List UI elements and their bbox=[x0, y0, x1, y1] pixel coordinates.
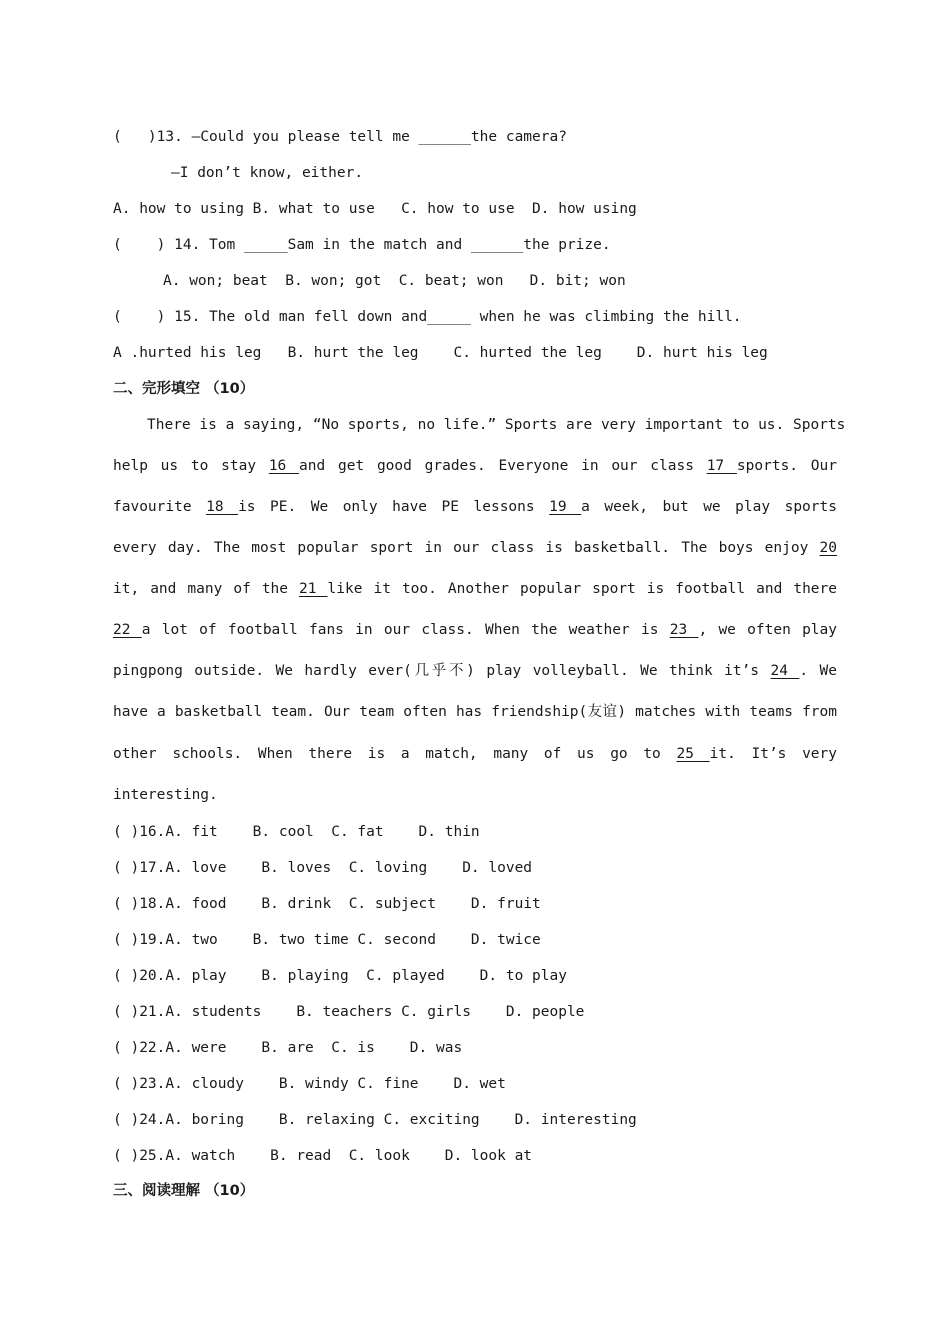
blank-25: 25 bbox=[676, 746, 710, 762]
section-2-heading: 二、完形填空 （10） bbox=[113, 381, 255, 397]
cloze-option-19: ( )19.A. two B. two time C. second D. twice bbox=[113, 932, 541, 948]
passage-text: like it too. Another popular sport is football and there bbox=[327, 581, 837, 597]
passage-text: , we often play bbox=[698, 622, 837, 638]
passage-line-1: There is a saying, “No sports, no life.” Sports are very important to us. Sports bbox=[147, 417, 846, 433]
question-15-stem: ( ) 15. The old man fell down and_____ when he was climbing the hill. bbox=[113, 309, 742, 325]
cloze-option-17: ( )17.A. love B. loves C. loving D. loved bbox=[113, 860, 533, 876]
cloze-option-21: ( )21.A. students B. teachers C. girls D. people bbox=[113, 1004, 585, 1020]
cloze-option-24: ( )24.A. boring B. relaxing C. exciting D. interesting bbox=[113, 1112, 637, 1128]
passage-text: favourite bbox=[113, 499, 192, 515]
passage-text: is PE. We only have PE lessons bbox=[238, 499, 535, 515]
question-13-options: A. how to using B. what to use C. how to use D. how using bbox=[113, 201, 637, 217]
cloze-option-22: ( )22.A. were B. are C. is D. was bbox=[113, 1040, 463, 1056]
passage-text: . We bbox=[799, 663, 837, 679]
passage-text: pingpong outside. We hardly ever(几乎不) play volleyball. We think it’s bbox=[113, 663, 760, 679]
blank-24: 24 bbox=[770, 663, 800, 679]
question-13-stem: ( )13. —Could you please tell me ______the camera? bbox=[113, 129, 567, 145]
passage-line-2 bbox=[113, 456, 837, 476]
passage-text: a week, but we play sports bbox=[581, 499, 837, 515]
blank-21: 21 bbox=[299, 581, 328, 597]
blank-23: 23 bbox=[669, 622, 699, 638]
blank-19: 19 bbox=[549, 499, 582, 515]
blank-16: 16 bbox=[268, 458, 300, 474]
passage-line-3 bbox=[113, 497, 837, 517]
passage-text: and get good grades. Everyone in our class bbox=[299, 458, 694, 474]
question-14-stem: ( ) 14. Tom _____Sam in the match and ______the prize. bbox=[113, 237, 611, 253]
passage-text: a lot of football fans in our class. When the weather is bbox=[141, 622, 659, 638]
cloze-option-23: ( )23.A. cloudy B. windy C. fine D. wet bbox=[113, 1076, 506, 1092]
cloze-option-25: ( )25.A. watch B. read C. look D. look at bbox=[113, 1148, 533, 1164]
passage-text: it. It’s very bbox=[709, 746, 837, 762]
passage-line-8: have a basketball team. Our team often has friendship(友谊) matches with teams from bbox=[113, 704, 837, 720]
passage-text: every day. The most popular sport in our class is basketball. The boys enjoy bbox=[113, 540, 809, 556]
question-14-options: A. won; beat B. won; got C. beat; won D. bit; won bbox=[163, 273, 626, 289]
cloze-option-18: ( )18.A. food B. drink C. subject D. fruit bbox=[113, 896, 541, 912]
blank-18: 18 bbox=[206, 499, 239, 515]
question-13-reply: —I don’t know, either. bbox=[171, 165, 364, 181]
passage-text: it, and many of the bbox=[113, 581, 289, 597]
blank-20: 20 bbox=[819, 540, 837, 556]
passage-line-4 bbox=[113, 538, 837, 558]
passage-line-6 bbox=[113, 620, 837, 640]
cloze-option-16: ( )16.A. fit B. cool C. fat D. thin bbox=[113, 824, 480, 840]
passage-text: help us to stay bbox=[113, 458, 257, 474]
passage-line-9 bbox=[113, 744, 837, 764]
section-3-heading: 三、阅读理解 （10） bbox=[113, 1183, 255, 1199]
passage-line-10: interesting. bbox=[113, 787, 218, 803]
passage-line-7 bbox=[113, 661, 837, 681]
passage-text: other schools. When there is a match, many of us go to bbox=[113, 746, 661, 762]
passage-text: sports. Our bbox=[736, 458, 837, 474]
passage-line-5 bbox=[113, 579, 837, 599]
blank-17: 17 bbox=[706, 458, 737, 474]
blank-22: 22 bbox=[113, 622, 142, 638]
question-15-options: A .hurted his leg B. hurt the leg C. hurted the leg D. hurt his leg bbox=[113, 345, 768, 361]
cloze-option-20: ( )20.A. play B. playing C. played D. to play bbox=[113, 968, 567, 984]
